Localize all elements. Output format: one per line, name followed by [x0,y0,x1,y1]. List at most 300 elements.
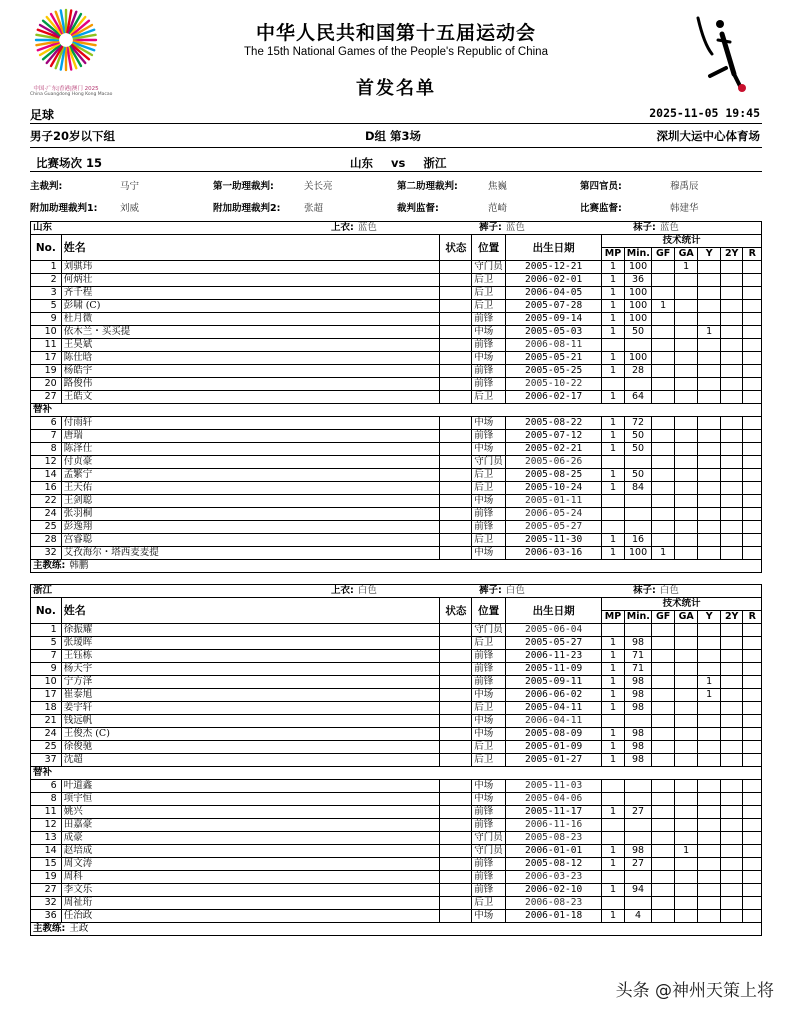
col-tech-stats: 技术统计 [602,235,762,248]
player-name: 宁方泽 [61,676,440,689]
player-birth-date: 2005-08-22 [506,417,602,430]
player-number: 36 [31,910,62,923]
stat-gf [652,754,675,767]
stat-r [743,365,762,378]
stat-y [698,261,721,274]
stat-ga [674,430,698,443]
player-number: 3 [31,287,62,300]
player-status [440,897,472,910]
player-row [31,508,762,521]
player-birth-date: 2005-09-14 [506,313,602,326]
stat-ga [674,443,698,456]
player-row [31,754,762,767]
stat-min: 50 [624,326,652,339]
stat-y2 [720,378,743,391]
stat-y: 1 [698,676,721,689]
stat-y2 [720,456,743,469]
col-status: 状态 [440,235,472,261]
stat-gf [652,728,675,741]
player-number: 12 [31,819,62,832]
stat-r [743,676,762,689]
stat-y2 [720,702,743,715]
player-position: 后卫 [472,534,506,547]
stat-mp: 1 [602,326,625,339]
coach-label: 主教练: [33,560,66,571]
player-birth-date: 2005-08-12 [506,858,602,871]
player-name: 杨天宇 [61,663,440,676]
stat-min: 98 [624,741,652,754]
player-birth-date: 2005-12-21 [506,261,602,274]
player-status [440,547,472,560]
team-name: 山东 [31,222,326,235]
stat-ga [674,300,698,313]
player-position: 后卫 [472,897,506,910]
player-number: 11 [31,806,62,819]
stat-y [698,806,721,819]
player-name: 杨皓宇 [61,365,440,378]
player-birth-date: 2005-06-26 [506,456,602,469]
kit-shorts-color: 蓝色 [505,222,525,233]
stat-r [743,741,762,754]
stat-min: 27 [624,858,652,871]
player-status [440,676,472,689]
player-status [440,391,472,404]
player-row [31,806,762,819]
player-number: 21 [31,715,62,728]
player-number: 5 [31,637,62,650]
stat-y2 [720,676,743,689]
col-stat-min: Min. [624,248,652,261]
stat-r [743,754,762,767]
stat-r [743,391,762,404]
games-title-cn: 中华人民共和国第十五届运动会 [255,22,536,44]
stat-min: 4 [624,910,652,923]
stat-r [743,663,762,676]
stat-y [698,495,721,508]
stat-r [743,534,762,547]
player-number: 25 [31,521,62,534]
home-team-roster [30,221,762,573]
stat-gf [652,352,675,365]
player-row [31,456,762,469]
player-status [440,365,472,378]
kit-shirt-color: 蓝色 [357,222,377,233]
player-name: 依木兰・买买提 [61,326,440,339]
col-stat-r: R [743,611,762,624]
player-number: 16 [31,482,62,495]
stat-y [698,650,721,663]
player-name: 艾孜海尔・塔西麦麦提 [61,547,440,560]
player-name: 刘骐玮 [61,261,440,274]
player-name: 付雨轩 [61,417,440,430]
stat-r [743,845,762,858]
player-birth-date: 2005-01-09 [506,741,602,754]
player-birth-date: 2005-08-09 [506,728,602,741]
player-row [31,819,762,832]
stat-ga [674,378,698,391]
stat-gf [652,650,675,663]
stat-r [743,689,762,702]
stat-r [743,521,762,534]
player-row [31,793,762,806]
player-number: 24 [31,508,62,521]
player-position: 前锋 [472,884,506,897]
player-name: 彭逸翔 [61,521,440,534]
stat-min: 50 [624,430,652,443]
player-position: 前锋 [472,430,506,443]
player-birth-date: 2006-11-23 [506,650,602,663]
stat-gf [652,624,675,637]
player-row [31,845,762,858]
stat-mp: 1 [602,469,625,482]
stat-gf [652,858,675,871]
stat-gf [652,417,675,430]
stat-mp: 1 [602,443,625,456]
stat-mp: 1 [602,663,625,676]
player-name: 项宇恒 [61,793,440,806]
stat-mp [602,871,625,884]
player-name: 周文涛 [61,858,440,871]
official-label: 第一助理裁判: [213,181,274,192]
player-position: 中场 [472,443,506,456]
player-name: 王皓文 [61,391,440,404]
player-name: 杜月微 [61,313,440,326]
col-stat-y2: 2Y [720,611,743,624]
player-name: 沈超 [61,754,440,767]
player-number: 27 [31,884,62,897]
player-number: 7 [31,650,62,663]
col-tech-stats: 技术统计 [602,598,762,611]
player-row [31,495,762,508]
stat-ga [674,417,698,430]
player-name: 唐瑞 [61,430,440,443]
logo-caption: 中国·广东|香港|澳门 2025 [33,86,99,92]
player-name: 张瑷晖 [61,637,440,650]
stat-r [743,469,762,482]
stat-gf [652,910,675,923]
player-number: 8 [31,793,62,806]
stat-r [743,300,762,313]
player-position: 中场 [472,728,506,741]
player-position: 后卫 [472,637,506,650]
stat-y2 [720,313,743,326]
stat-r [743,624,762,637]
stat-y [698,300,721,313]
player-row [31,482,762,495]
player-status [440,482,472,495]
stat-ga [674,469,698,482]
player-number: 37 [31,754,62,767]
official-name: 关长亮 [304,181,333,192]
player-position: 守门员 [472,456,506,469]
stat-r [743,780,762,793]
stat-y [698,482,721,495]
stat-ga [674,715,698,728]
stat-min: 64 [624,391,652,404]
stat-gf [652,715,675,728]
games-title-en: The 15th National Games of the People's Republic of China [244,46,548,58]
stat-gf [652,261,675,274]
stat-y2 [720,637,743,650]
player-row [31,417,762,430]
stat-y2 [720,663,743,676]
stat-min: 100 [624,352,652,365]
player-position: 守门员 [472,261,506,274]
player-number: 10 [31,326,62,339]
stat-y2 [720,534,743,547]
stat-min [624,871,652,884]
col-stat-gf: GF [652,611,675,624]
player-position: 中场 [472,910,506,923]
stat-ga [674,391,698,404]
stat-gf: 1 [652,547,675,560]
stat-y2 [720,326,743,339]
player-birth-date: 2005-10-24 [506,482,602,495]
col-number: No. [31,235,62,261]
stat-ga [674,482,698,495]
stat-ga [674,754,698,767]
player-status [440,378,472,391]
col-stat-ga: GA [674,248,698,261]
stat-gf [652,793,675,806]
player-status [440,287,472,300]
stat-y [698,417,721,430]
player-row [31,871,762,884]
stat-y2 [720,547,743,560]
player-number: 15 [31,858,62,871]
player-position: 后卫 [472,287,506,300]
stat-mp [602,495,625,508]
match-number: 比赛场次 15 [36,156,103,170]
player-number: 17 [31,352,62,365]
stat-mp [602,897,625,910]
stat-mp: 1 [602,702,625,715]
stat-gf [652,845,675,858]
stat-gf [652,339,675,352]
stat-y [698,443,721,456]
stat-r [743,508,762,521]
stat-min [624,819,652,832]
player-birth-date: 2005-08-23 [506,832,602,845]
coach-label: 主教练: [33,923,66,934]
player-name: 路俊伟 [61,378,440,391]
player-name: 宫睿聪 [61,534,440,547]
col-stat-mp: MP [602,611,625,624]
official-name: 穆禹辰 [670,181,699,192]
stat-mp: 1 [602,676,625,689]
stat-y2 [720,728,743,741]
player-row [31,728,762,741]
player-name: 徐俊驰 [61,741,440,754]
kit-shirt-label: 上衣: [331,585,354,596]
stat-y2 [720,884,743,897]
stat-ga [674,819,698,832]
stat-min: 50 [624,443,652,456]
home-team-name: 山东 [350,156,373,170]
stat-y2 [720,430,743,443]
player-status [440,495,472,508]
watermark: 头条 @神州天策上将 [615,981,774,1001]
player-status [440,741,472,754]
kit-socks [631,222,762,235]
stat-gf [652,689,675,702]
player-name: 孟繁宁 [61,469,440,482]
stat-mp: 1 [602,910,625,923]
stat-y2 [720,300,743,313]
stat-ga [674,689,698,702]
player-status [440,430,472,443]
group-match-label: D组 第3场 [365,129,422,143]
stat-ga [674,534,698,547]
player-number: 10 [31,676,62,689]
stat-gf [652,521,675,534]
player-status [440,858,472,871]
stat-ga: 1 [674,845,698,858]
stat-r [743,871,762,884]
player-position: 前锋 [472,871,506,884]
stat-min: 98 [624,702,652,715]
player-row [31,715,762,728]
player-name: 王钰栋 [61,650,440,663]
player-number: 32 [31,897,62,910]
coach-name: 王政 [69,923,89,934]
player-name: 齐千程 [61,287,440,300]
player-name: 彭啸 (C) [61,300,440,313]
stat-ga [674,287,698,300]
kit-shirt-label: 上衣: [331,222,354,233]
stat-y2 [720,508,743,521]
player-row [31,339,762,352]
player-position: 前锋 [472,508,506,521]
stat-r [743,793,762,806]
stat-y [698,910,721,923]
stat-mp [602,339,625,352]
player-row [31,313,762,326]
stat-min [624,495,652,508]
stat-mp: 1 [602,391,625,404]
player-row [31,884,762,897]
stat-min: 98 [624,845,652,858]
stat-gf [652,495,675,508]
divider [30,171,762,172]
player-birth-date: 2005-01-27 [506,754,602,767]
stat-r [743,910,762,923]
player-name: 李文乐 [61,884,440,897]
player-position: 中场 [472,793,506,806]
player-row [31,547,762,560]
stat-mp: 1 [602,547,625,560]
stat-ga [674,456,698,469]
stat-y: 1 [698,326,721,339]
stat-y [698,469,721,482]
stat-ga [674,663,698,676]
stat-y2 [720,352,743,365]
stat-gf [652,482,675,495]
col-name: 姓名 [61,235,440,261]
coach-name: 韩鹏 [69,560,89,571]
official-label: 裁判监督: [397,203,439,214]
stat-min [624,715,652,728]
stat-y [698,508,721,521]
stat-y2 [720,832,743,845]
stat-y [698,871,721,884]
stat-y2 [720,754,743,767]
player-status [440,352,472,365]
player-position: 中场 [472,352,506,365]
player-row [31,624,762,637]
stat-r [743,806,762,819]
stat-y2 [720,845,743,858]
stat-mp: 1 [602,300,625,313]
player-name: 周祉珩 [61,897,440,910]
kit-shirt [325,585,477,598]
stat-r [743,352,762,365]
player-number: 1 [31,624,62,637]
player-number: 8 [31,443,62,456]
stat-mp [602,793,625,806]
stat-min [624,339,652,352]
player-birth-date: 2005-01-11 [506,495,602,508]
stat-y2 [720,806,743,819]
player-status [440,689,472,702]
player-birth-date: 2005-04-06 [506,793,602,806]
stat-gf [652,443,675,456]
player-birth-date: 2006-04-11 [506,715,602,728]
player-status [440,754,472,767]
player-name: 徐振耀 [61,624,440,637]
stat-gf [652,702,675,715]
player-birth-date: 2005-11-09 [506,663,602,676]
player-number: 7 [31,430,62,443]
stat-ga [674,650,698,663]
stat-gf [652,819,675,832]
kit-shorts [477,222,631,235]
player-name: 赵培成 [61,845,440,858]
kit-shorts-label: 裤子: [479,585,502,596]
stat-r [743,495,762,508]
stat-mp: 1 [602,845,625,858]
player-name: 王昊斌 [61,339,440,352]
stat-gf [652,897,675,910]
player-row [31,261,762,274]
player-status [440,417,472,430]
player-position: 前锋 [472,313,506,326]
player-number: 24 [31,728,62,741]
stat-min [624,793,652,806]
stat-ga [674,884,698,897]
stat-gf [652,378,675,391]
player-number: 25 [31,741,62,754]
stat-y [698,832,721,845]
stat-min: 100 [624,261,652,274]
stat-r [743,547,762,560]
player-position: 后卫 [472,274,506,287]
stat-mp: 1 [602,274,625,287]
stat-r [743,702,762,715]
player-birth-date: 2006-01-18 [506,910,602,923]
player-birth-date: 2006-04-05 [506,287,602,300]
stat-mp [602,715,625,728]
stat-ga [674,624,698,637]
col-stat-min: Min. [624,611,652,624]
player-number: 11 [31,339,62,352]
divider [30,123,762,124]
player-status [440,910,472,923]
stat-min [624,508,652,521]
stat-ga [674,495,698,508]
player-status [440,508,472,521]
official-label: 附加助理裁判1: [30,203,98,214]
